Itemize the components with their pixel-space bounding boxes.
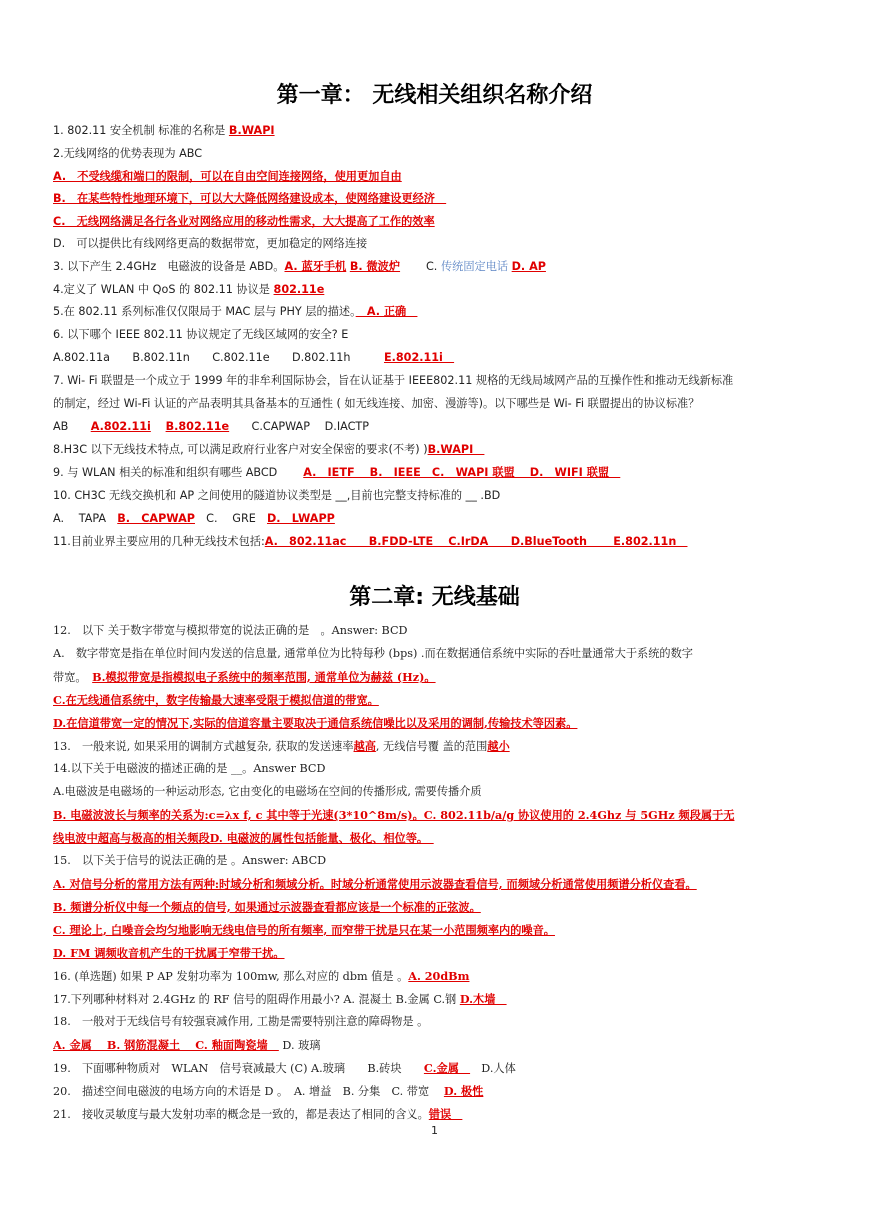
q7-line1: 7. Wi- Fi 联盟是一个成立于 1999 年的非牟利国际协会，旨在认证基于 IEEE802.11 规格的无线局域网产品的互操作性和推动无线新标准 bbox=[53, 374, 734, 387]
q10-options: A. TAPA B. CAPWAP C. GRE D. LWAPP bbox=[53, 512, 335, 525]
q7-answer-a: A.802.11i bbox=[90, 420, 151, 433]
q7-line2: 的制定，经过 Wi-Fi 认证的产品表明其具备基本的互通性 ( 如无线连接、加密、漫游等)。以下哪些是 Wi- Fi 联盟提出的协议标准？ bbox=[53, 397, 700, 410]
q4-answer: 802.11e bbox=[273, 283, 325, 296]
q12-answer-c: C.在无线通信系统中，数字传输最大速率受限于模拟信道的带宽。 bbox=[53, 693, 379, 707]
q7-answer-b: B.802.11e bbox=[165, 420, 230, 433]
q12-answer-d: D.在信道带宽一定的情况下,实际的信道容量主要取决于通信系统信噪比以及采用的调制,传输技术等因素。 bbox=[53, 716, 578, 730]
q14-answer-line1: B. 电磁波波长与频率的关系为:c=λx f, c 其中等于光速(3*10^8m/s)。C. 802.11b/a/g 协议使用的 2.4Ghz 与 5GHz 频段属于无 bbox=[53, 808, 735, 822]
q11-answer: A. 802.11ac B.FDD-LTE C.IrDA D.BlueTooth E.802.11n bbox=[264, 535, 688, 548]
q18-answer: A. 金属 B. 钢筋混凝土 C. 釉面陶瓷墙 bbox=[53, 1038, 279, 1052]
q2: 2.无线网络的优势表现为 ABC bbox=[53, 147, 203, 160]
q16: 16. (单选题) 如果 P AP 发射功率为 100mw, 那么对应的 dbm 值是 。A. 20dBm bbox=[53, 969, 470, 983]
q10-answer-d: D. LWAPP bbox=[266, 512, 335, 525]
q15-answer-a: A. 对信号分析的常用方法有两种:时域分析和频域分析。时域分析通常使用示波器查看信号, 而频域分析通常使用频谱分析仪查看。 bbox=[53, 877, 697, 891]
q9: 9. 与 WLAN 相关的标准和组织有哪些 ABCD A. IETF B. IEEE C. WAPI 联盟 D. WIFI 联盟 bbox=[53, 466, 621, 479]
q21-answer: 错误 bbox=[428, 1107, 463, 1121]
q15: 15. 以下关于信号的说法正确的是 。Answer: ABCD bbox=[53, 854, 327, 867]
q14-option-a: A.电磁波是电磁场的一种运动形态, 它由变化的电磁场在空间的传播形成, 需要传播介质 bbox=[53, 785, 482, 798]
q6: 6. 以下哪个 IEEE 802.11 协议规定了无线区域网的安全? E bbox=[53, 328, 349, 341]
q2-option-c: C. 无线网络满足各行各业对网络应用的移动性需求，大大提高了工作的效率 bbox=[53, 215, 435, 228]
q15-answer-d: D. FM 调频收音机产生的干扰属于窄带干扰。 bbox=[53, 946, 285, 960]
q17: 17.下列哪种材料对 2.4GHz 的 RF 信号的阻碍作用最小? A. 混凝土 B.金属 C.钢 D.木墙 bbox=[53, 992, 507, 1006]
q6-answer: E.802.11i bbox=[383, 351, 455, 364]
q12-option-a-line1: A. 数字带宽是指在单位时间内发送的信息量, 通常单位为比特每秒 (bps) .而在数据通信系统中实际的吞吐量通常大于系统的数字 bbox=[53, 647, 693, 660]
q19-answer: C.金属 bbox=[423, 1061, 471, 1075]
q15-answer-c: C. 理论上, 白噪音会均匀地影响无线电信号的所有频率, 而窄带干扰是只在某一小范围频率内的噪音。 bbox=[53, 923, 555, 937]
q20: 20. 描述空间电磁波的电场方向的术语是 D 。 A. 增益 B. 分集 C. 带宽 D. 极性 bbox=[53, 1084, 484, 1098]
q8-answer: B.WAPI bbox=[427, 443, 485, 456]
q1: 1. 802.11 安全机制 标准的名称是 B.WAPI bbox=[53, 124, 275, 137]
page-number: 1 bbox=[431, 1124, 438, 1137]
q10: 10. CH3C 无线交换机和 AP 之间使用的隧道协议类型是 __,目前也完整支持标准的 __ .BD bbox=[53, 489, 501, 502]
q18-options: A. 金属 B. 钢筋混凝土 C. 釉面陶瓷墙 D. 玻璃 bbox=[53, 1038, 321, 1052]
q3-answer-a: A. 蓝牙手机 bbox=[284, 260, 347, 273]
q13-answer-2: 越小 bbox=[487, 739, 510, 753]
q3-answer-d: D. AP bbox=[511, 260, 546, 273]
q15-answer-b: B. 频谱分析仪中每一个频点的信号, 如果通过示波器查看都应该是一个标准的正弦波。 bbox=[53, 900, 481, 914]
q11: 11.目前业界主要应用的几种无线技术包括:A. 802.11ac B.FDD-LTE C.IrDA D.BlueTooth E.802.11n bbox=[53, 535, 688, 548]
q7-options: AB A.802.11i B.802.11e C.CAPWAP D.IACTP bbox=[53, 420, 370, 433]
q13: 13. 一般来说, 如果采用的调制方式越复杂, 获取的发送速率越高, 无线信号覆 盖的范围越小 bbox=[53, 739, 510, 753]
q14-answer-line2: 线电波中超高与极高的相关频段D. 电磁波的属性包括能量、极化、相位等。 bbox=[53, 831, 434, 845]
q12: 12. 以下 关于数字带宽与模拟带宽的说法正确的是 。Answer: BCD bbox=[53, 624, 408, 637]
q12-answer-b: B.模拟带宽是指模拟电子系统中的频率范围, 通常单位为赫兹 (Hz)。 bbox=[92, 670, 436, 684]
q2-option-d: D. 可以提供比有线网络更高的数据带宽，更加稳定的网络连接 bbox=[53, 237, 368, 250]
q3-option-c: 传统固定电话 bbox=[440, 260, 509, 273]
q13-answer-1: 越高 bbox=[353, 739, 376, 753]
q17-answer: D.木墙 bbox=[459, 992, 507, 1006]
chapter2-title: 第二章: 无线基础 bbox=[349, 585, 520, 610]
q4: 4.定义了 WLAN 中 QoS 的 802.11 协议是 802.11e bbox=[53, 283, 325, 296]
q20-answer: D. 极性 bbox=[443, 1084, 484, 1098]
q9-answer: A. IETF B. IEEE C. WAPI 联盟 D. WIFI 联盟 bbox=[303, 466, 621, 479]
q16-answer: A. 20dBm bbox=[408, 969, 470, 983]
q5: 5.在 802.11 系列标准仅仅限局于 MAC 层与 PHY 层的描述。 A. 正确 bbox=[53, 305, 418, 318]
q2-option-a: A. 不受线缆和端口的限制，可以在自由空间连接网络，使用更加自由 bbox=[53, 170, 402, 183]
q6-options: A.802.11a B.802.11n C.802.11e D.802.11h E.802.11i bbox=[53, 351, 455, 364]
q10-answer-b: B. CAPWAP bbox=[117, 512, 195, 525]
q19: 19. 下面哪种物质对 WLAN 信号衰减最大 (C) A.玻璃 B.砖块 C.金属 D.人体 bbox=[53, 1061, 516, 1075]
q3: 3. 以下产生 2.4GHz 电磁波的设备是 ABD。A. 蓝牙手机 B. 微波炉 C. 传统固定电话 D. AP bbox=[53, 260, 546, 273]
chapter1-title: 第一章： 无线相关组织名称介绍 bbox=[276, 83, 593, 108]
q5-answer: A. 正确 bbox=[355, 305, 418, 318]
q3-answer-b: B. 微波炉 bbox=[349, 260, 401, 273]
q21: 21. 接收灵敏度与最大发射功率的概念是一致的，都是表达了相同的含义。错误 bbox=[53, 1107, 463, 1121]
q14: 14.以下关于电磁波的描述正确的是 __。Answer BCD bbox=[53, 762, 326, 775]
q1-answer: B.WAPI bbox=[228, 124, 275, 137]
q18: 18. 一般对于无线信号有较强衰减作用, 工勘是需要特别注意的障碍物是 。 bbox=[53, 1015, 429, 1028]
q2-option-b: B. 在某些特性地理环境下，可以大大降低网络建设成本，使网络建设更经济 bbox=[53, 192, 447, 205]
q12-option-a-line2: 带宽。 B.模拟带宽是指模拟电子系统中的频率范围, 通常单位为赫兹 (Hz)。 bbox=[53, 670, 436, 684]
q8: 8.H3C 以下无线技术特点, 可以满足政府行业客户对安全保密的要求(不考) )B.WAPI bbox=[53, 443, 485, 456]
